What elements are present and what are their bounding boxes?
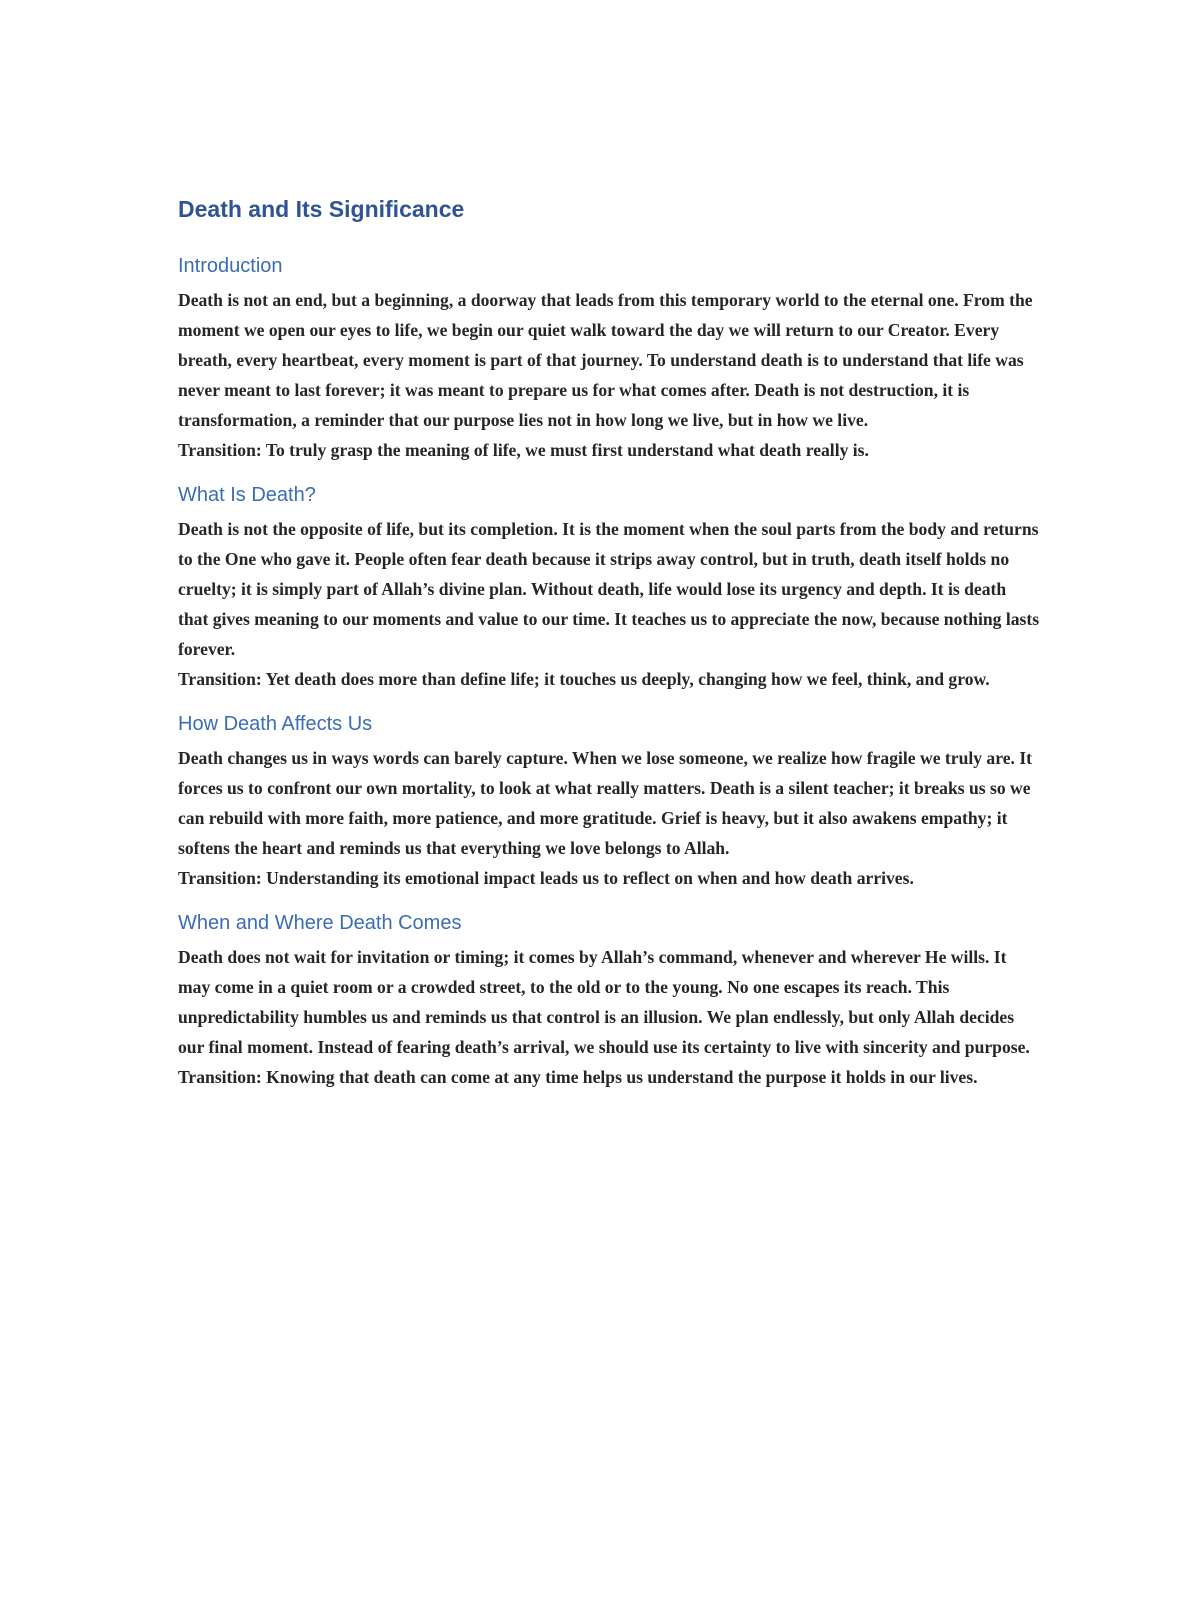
- section-body: Death is not the opposite of life, but its completion. It is the moment when the soul parts from the body and returns to the One who gave it. People often fear death because it strips away control, but in truth, death itself holds no cruelty; it is simply part of Allah’s divine plan. Without death, life would lose its urgency and depth. It is death that gives meaning to our moments and value to our time. It teaches us to appreciate the now, because nothing lasts forever.: [178, 519, 1040, 659]
- section-transition: Transition: Knowing that death can come at any time helps us understand the purpose it holds in our lives.: [178, 1067, 978, 1087]
- section-how-death-affects-us: [178, 710, 1040, 893]
- section-transition: Transition: To truly grasp the meaning of life, we must first understand what death really is.: [178, 440, 869, 460]
- section-heading: What Is Death?: [178, 484, 316, 506]
- section-heading: When and Where Death Comes: [178, 912, 462, 934]
- section-body: Death is not an end, but a beginning, a doorway that leads from this temporary world to the eternal one. From the moment we open our eyes to life, we begin our quiet walk toward the day we will return to our Creator. Every breath, every heartbeat, every moment is part of that journey. To understand death is to understand that life was never meant to last forever; it was meant to prepare us for what comes after. Death is not destruction, it is transformation, a reminder that our purpose lies not in how long we live, but in how we live.: [178, 290, 1033, 430]
- section-transition: Transition: Yet death does more than define life; it touches us deeply, changing how we feel, think, and grow.: [178, 669, 990, 689]
- document-title: Death and Its Significance: [178, 196, 465, 222]
- section-body: Death does not wait for invitation or timing; it comes by Allah’s command, whenever and wherever He wills. It may come in a quiet room or a crowded street, to the old or to the young. No one escapes its reach. This unpredictability humbles us and reminds us that control is an illusion. We plan endlessly, but only Allah decides our final moment. Instead of fearing death’s arrival, we should use its certainty to live with sincerity and purpose.: [178, 947, 1030, 1057]
- section-when-and-where-death-comes: [178, 909, 1040, 1092]
- section-introduction: [178, 252, 1040, 465]
- section-heading: How Death Affects Us: [178, 713, 373, 735]
- section-heading: Introduction: [178, 255, 283, 277]
- section-body: Death changes us in ways words can barely capture. When we lose someone, we realize how fragile we truly are. It forces us to confront our own mortality, to look at what really matters. Death is a silent teacher; it breaks us so we can rebuild with more faith, more patience, and more gratitude. Grief is heavy, but it also awakens empathy; it softens the heart and reminds us that everything we love belongs to Allah.: [178, 748, 1033, 858]
- document-content: [178, 194, 1040, 1108]
- section-transition: Transition: Understanding its emotional impact leads us to reflect on when and how death arrives.: [178, 868, 914, 888]
- section-what-is-death: [178, 481, 1040, 694]
